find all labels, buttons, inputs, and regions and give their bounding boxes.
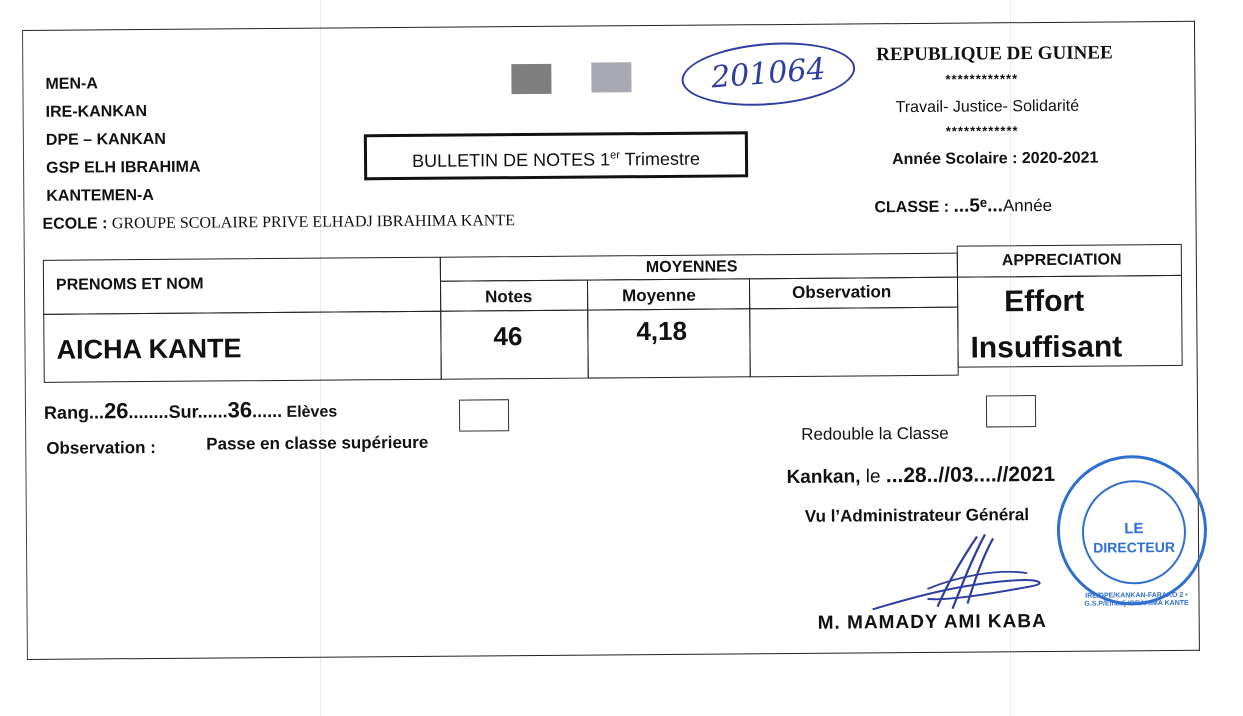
col-moyenne-label: Moyenne: [622, 285, 696, 306]
col-notes-label: Notes: [485, 287, 533, 307]
admin-line-gsp: GSP ELH IBRAHIMA: [46, 158, 201, 177]
signatory-name: M. MAMADY AMI KABA: [817, 610, 1047, 634]
report-card: [22, 21, 1200, 660]
date-line: [786, 463, 1055, 489]
school-year: Année Scolaire : 2020-2021: [891, 149, 1099, 169]
passe-checkbox[interactable]: [459, 399, 509, 431]
gray-square-light: [591, 62, 631, 92]
classe-line: [874, 195, 1052, 218]
rang-dots1: ...: [88, 402, 105, 423]
country-name: REPUBLIQUE DE GUINEE: [876, 42, 1113, 66]
redouble-checkbox[interactable]: [986, 395, 1036, 427]
rang-value: 26: [103, 398, 129, 424]
rank-line: [44, 397, 337, 425]
date-prefix: Kankan,: [786, 466, 866, 489]
observation-label: Observation :: [46, 437, 156, 458]
ecole-line: [42, 212, 515, 234]
bulletin-title-sup: er: [610, 149, 620, 162]
col-header-appreciation: [957, 244, 1182, 278]
observation-cell: [749, 307, 959, 378]
appreciation-line2: Insuffisant: [970, 330, 1123, 365]
notes-cell: [440, 310, 589, 380]
sur-dots: ......: [197, 401, 228, 422]
moyenne-value: 4,18: [636, 315, 688, 347]
gray-square-dark: [511, 64, 551, 94]
ecole-label: ECOLE :: [42, 215, 108, 233]
seal-inner-ring: [1082, 480, 1187, 585]
date-le: le: [865, 466, 886, 488]
date-day: ...28../: [885, 463, 945, 488]
admin-line-dpe: DPE – KANKAN: [45, 130, 166, 149]
admin-line-ire: IRE-KANKAN: [45, 103, 148, 121]
col-header-observation: [749, 277, 958, 310]
student-name: AICHA KANTE: [56, 333, 242, 365]
director-seal: [1056, 455, 1207, 606]
stars-top: ************: [945, 71, 1019, 87]
seal-center-line1: LE: [1124, 520, 1144, 538]
col-appreciation-label: APPRECIATION: [1001, 251, 1122, 270]
sur-value: 36: [227, 397, 253, 423]
motto: Travail- Justice- Solidarité: [895, 97, 1080, 117]
col-header-moyenne: [587, 278, 750, 310]
sur-dots2: ......: [251, 400, 283, 422]
classe-value: ...5ᵉ...: [953, 195, 1004, 217]
date-year: 2021: [1008, 462, 1056, 487]
ecole-value: GROUPE SCOLAIRE PRIVE ELHADJ IBRAHIMA KANTE: [111, 212, 516, 233]
sur-label: Sur: [168, 401, 198, 422]
vu-administrateur: Vu l’Administrateur Général: [804, 505, 1030, 526]
appreciation-cell: [957, 275, 1183, 368]
classe-suffix: Année: [1002, 195, 1053, 216]
signature: [867, 528, 1068, 620]
col-header-name: [43, 257, 441, 315]
student-name-cell: [43, 311, 442, 383]
seal-center-line2: DIRECTEUR: [1093, 538, 1175, 556]
moyenne-cell: [587, 308, 751, 378]
seal-center-text: [1084, 520, 1184, 557]
admin-line-kantemen: KANTEMEN-A: [46, 186, 154, 205]
seal-ring-text: IRE/DPE/KANKAN-FARAKO 2 • G.S.P/Elhadj IBRAHIMA KANTE: [1084, 591, 1189, 608]
observation-value: Passe en classe supérieure: [206, 432, 429, 454]
eleves-label: Elèves: [281, 403, 338, 421]
classe-label: CLASSE :: [874, 198, 954, 217]
col-observation-label: Observation: [792, 282, 892, 302]
rang-dots2: ........: [128, 401, 169, 423]
handwritten-number: 201064: [679, 36, 857, 111]
bulletin-title-suffix: Trimestre: [619, 148, 701, 170]
date-month: /03....//: [944, 463, 1009, 487]
redouble-label: Redouble la Classe: [801, 423, 949, 444]
admin-line-men: MEN-A: [45, 75, 98, 93]
rang-label: Rang: [43, 402, 90, 423]
appreciation-line1: Effort: [1004, 284, 1085, 319]
col-name-label: PRENOMS ET NOM: [55, 275, 204, 294]
notes-value: 46: [493, 321, 523, 352]
admin-header: [45, 70, 200, 211]
col-header-notes: [440, 280, 588, 312]
col-moyennes-label: MOYENNES: [645, 258, 738, 277]
stars-bottom: ************: [945, 123, 1019, 139]
bulletin-title-text: BULLETIN DE NOTES 1: [412, 149, 611, 171]
bulletin-title: [364, 131, 748, 180]
